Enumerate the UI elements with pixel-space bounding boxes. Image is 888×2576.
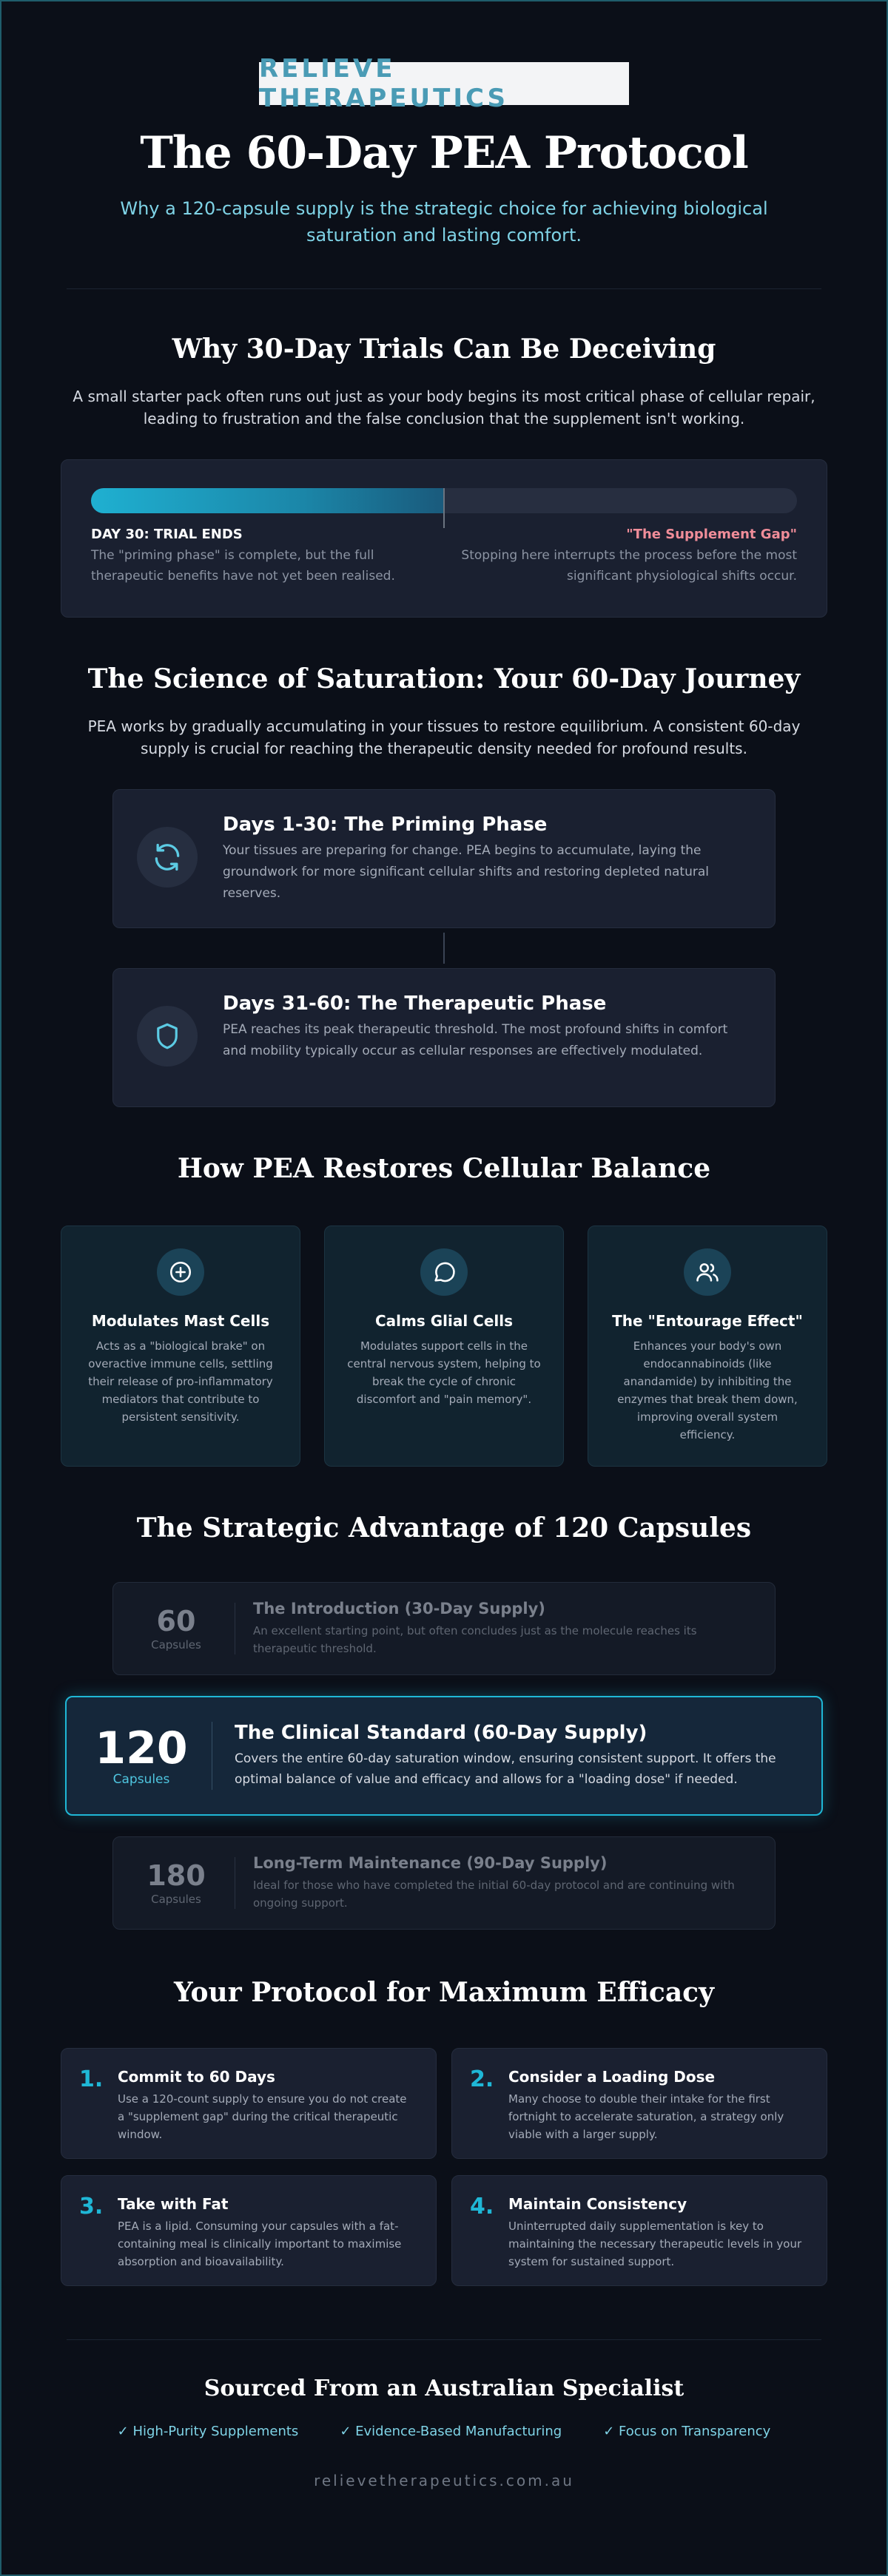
tier-60-card xyxy=(112,1582,776,1675)
trials-title: Why 30-Day Trials Can Be Deceiving xyxy=(172,334,716,365)
brand-logo xyxy=(259,54,629,113)
tier-180-unit: Capsules xyxy=(151,1893,201,1906)
trial-ends-label: DAY 30: TRIAL ENDS xyxy=(91,527,243,542)
footer xyxy=(1,2376,887,2489)
divider xyxy=(67,2339,821,2340)
entourage-effect-text: Enhances your body's own endocannabinoids (like anandamide) by inhibiting the enzymes that break them down, improving overall system efficiency. xyxy=(617,1339,798,1441)
step-card xyxy=(61,2175,437,2286)
priming-phase-title: Days 1-30: The Priming Phase xyxy=(223,814,548,836)
mechanisms-title: How PEA Restores Cellular Balance xyxy=(177,1153,711,1184)
day-30-marker xyxy=(443,488,445,528)
science-section xyxy=(1,663,887,1107)
feature-item: ✓ High-Purity Supplements xyxy=(117,2424,299,2439)
tier-120-number: 120 xyxy=(95,1723,188,1774)
page-title: The 60-Day PEA Protocol xyxy=(140,127,748,179)
step-number: 1. xyxy=(79,2066,104,2092)
supplement-gap-card xyxy=(61,459,827,618)
divider xyxy=(67,288,821,289)
therapeutic-phase-card xyxy=(112,968,776,1107)
mechanisms-section xyxy=(1,1153,887,1467)
trial-ends-text: The "priming phase" is complete, but the full therapeutic benefits have not yet been realised. xyxy=(91,548,395,584)
trial-progress-fill xyxy=(91,488,444,513)
users-icon xyxy=(684,1248,731,1296)
tier-60-title: The Introduction (30-Day Supply) xyxy=(253,1600,545,1617)
entourage-effect-card xyxy=(588,1226,827,1467)
step-number: 4. xyxy=(470,2194,494,2220)
step-text: PEA is a lipid. Consuming your capsules with a fat-containing meal is clinically important to maximise absorption and bioavailability. xyxy=(118,2220,402,2268)
priming-phase-card xyxy=(112,789,776,928)
glial-cells-title: Calms Glial Cells xyxy=(374,1312,514,1330)
science-title: The Science of Saturation: Your 60-Day Journey xyxy=(87,663,801,694)
tier-180-text: Ideal for those who have completed the initial 60-day protocol and are continuing with ongoing support. xyxy=(253,1879,735,1910)
step-card xyxy=(451,2048,827,2159)
brand-logo-text: RELIEVE THERAPEUTICS xyxy=(259,54,509,113)
trial-progress-bar xyxy=(91,488,797,513)
website-link[interactable]: relievetherapeutics.com.au xyxy=(314,2472,574,2489)
page-subtitle: Why a 120-capsule supply is the strategic choice for achieving biological saturation and lasting comfort. xyxy=(120,198,768,246)
feature-item: ✓ Evidence-Based Manufacturing xyxy=(340,2424,562,2439)
phase-connector xyxy=(443,933,445,964)
shield-icon xyxy=(137,1006,198,1066)
capsules-section xyxy=(1,1512,887,1930)
mast-cells-title: Modulates Mast Cells xyxy=(91,1312,270,1330)
supplement-gap-label: "The Supplement Gap" xyxy=(626,527,797,542)
tier-60-unit: Capsules xyxy=(151,1638,201,1652)
step-text: Many choose to double their intake for the first fortnight to accelerate saturation, a strategy only viable with a larger supply. xyxy=(508,2092,784,2141)
step-title: Commit to 60 Days xyxy=(118,2068,275,2086)
refresh-icon xyxy=(137,827,198,888)
tier-60-number: 60 xyxy=(156,1605,196,1637)
step-text: Uninterrupted daily supplementation is key to maintaining the necessary therapeutic levels in your system for sustained support. xyxy=(508,2220,802,2268)
glial-cells-text: Modulates support cells in the central nervous system, helping to break the cycle of chronic discomfort and "pain memory". xyxy=(347,1339,541,1406)
tier-180-number: 180 xyxy=(147,1859,206,1892)
therapeutic-phase-title: Days 31-60: The Therapeutic Phase xyxy=(223,993,607,1015)
trials-intro: A small starter pack often runs out just as your body begins its most critical phase of cellular repair, leading to frustration and the false conclusion that the supplement isn't working. xyxy=(73,388,815,427)
tier-60-text: An excellent starting point, but often concludes just as the molecule reaches its therapeutic threshold. xyxy=(253,1624,697,1655)
step-number: 2. xyxy=(470,2066,494,2092)
step-title: Consider a Loading Dose xyxy=(508,2068,716,2086)
entourage-effect-title: The "Entourage Effect" xyxy=(612,1312,803,1330)
glial-cells-card xyxy=(324,1226,564,1467)
tier-120-unit: Capsules xyxy=(112,1772,170,1787)
mast-cells-card xyxy=(61,1226,300,1467)
footer-title: Sourced From an Australian Specialist xyxy=(204,2376,684,2401)
capsules-title: The Strategic Advantage of 120 Capsules xyxy=(136,1512,752,1544)
therapeutic-phase-text: PEA reaches its peak therapeutic threshold. The most profound shifts in comfort and mobility typically occur as cellular responses are effectively modulated. xyxy=(223,1022,728,1058)
step-title: Maintain Consistency xyxy=(508,2195,687,2213)
supplement-gap-text: Stopping here interrupts the process before the most significant physiological shifts occur. xyxy=(461,548,797,584)
step-text: Use a 120-count supply to ensure you do not create a "supplement gap" during the critical therapeutic window. xyxy=(118,2092,407,2141)
tier-180-card xyxy=(112,1836,776,1930)
chat-bubble-icon xyxy=(420,1248,468,1296)
tier-120-card xyxy=(65,1696,823,1816)
tier-120-title: The Clinical Standard (60-Day Supply) xyxy=(235,1722,648,1744)
step-title: Take with Fat xyxy=(118,2195,229,2213)
mast-cells-text: Acts as a "biological brake" on overactive immune cells, settling their release of pro-inflammatory mediators that contribute to persistent sensitivity. xyxy=(88,1339,273,1424)
step-number: 3. xyxy=(79,2194,104,2220)
step-card xyxy=(451,2175,827,2286)
step-card xyxy=(61,2048,437,2159)
tier-120-text: Covers the entire 60-day saturation window, ensuring consistent support. It offers the optimal balance of value and efficacy and allows for a "loading dose" if needed. xyxy=(235,1751,776,1787)
trials-section xyxy=(1,334,887,618)
protocol-section xyxy=(1,1977,887,2286)
science-intro: PEA works by gradually accumulating in your tissues to restore equilibrium. A consistent 60-day supply is crucial for reaching the therapeutic density needed for profound results. xyxy=(87,717,801,757)
plus-circle-icon xyxy=(157,1248,204,1296)
feature-item: ✓ Focus on Transparency xyxy=(603,2424,771,2439)
protocol-title: Your Protocol for Maximum Efficacy xyxy=(173,1977,715,2008)
priming-phase-text: Your tissues are preparing for change. PEA begins to accumulate, laying the groundwork for more significant cellular shifts and restoring depleted natural reserves. xyxy=(223,843,709,901)
tier-180-title: Long-Term Maintenance (90-Day Supply) xyxy=(253,1854,608,1872)
